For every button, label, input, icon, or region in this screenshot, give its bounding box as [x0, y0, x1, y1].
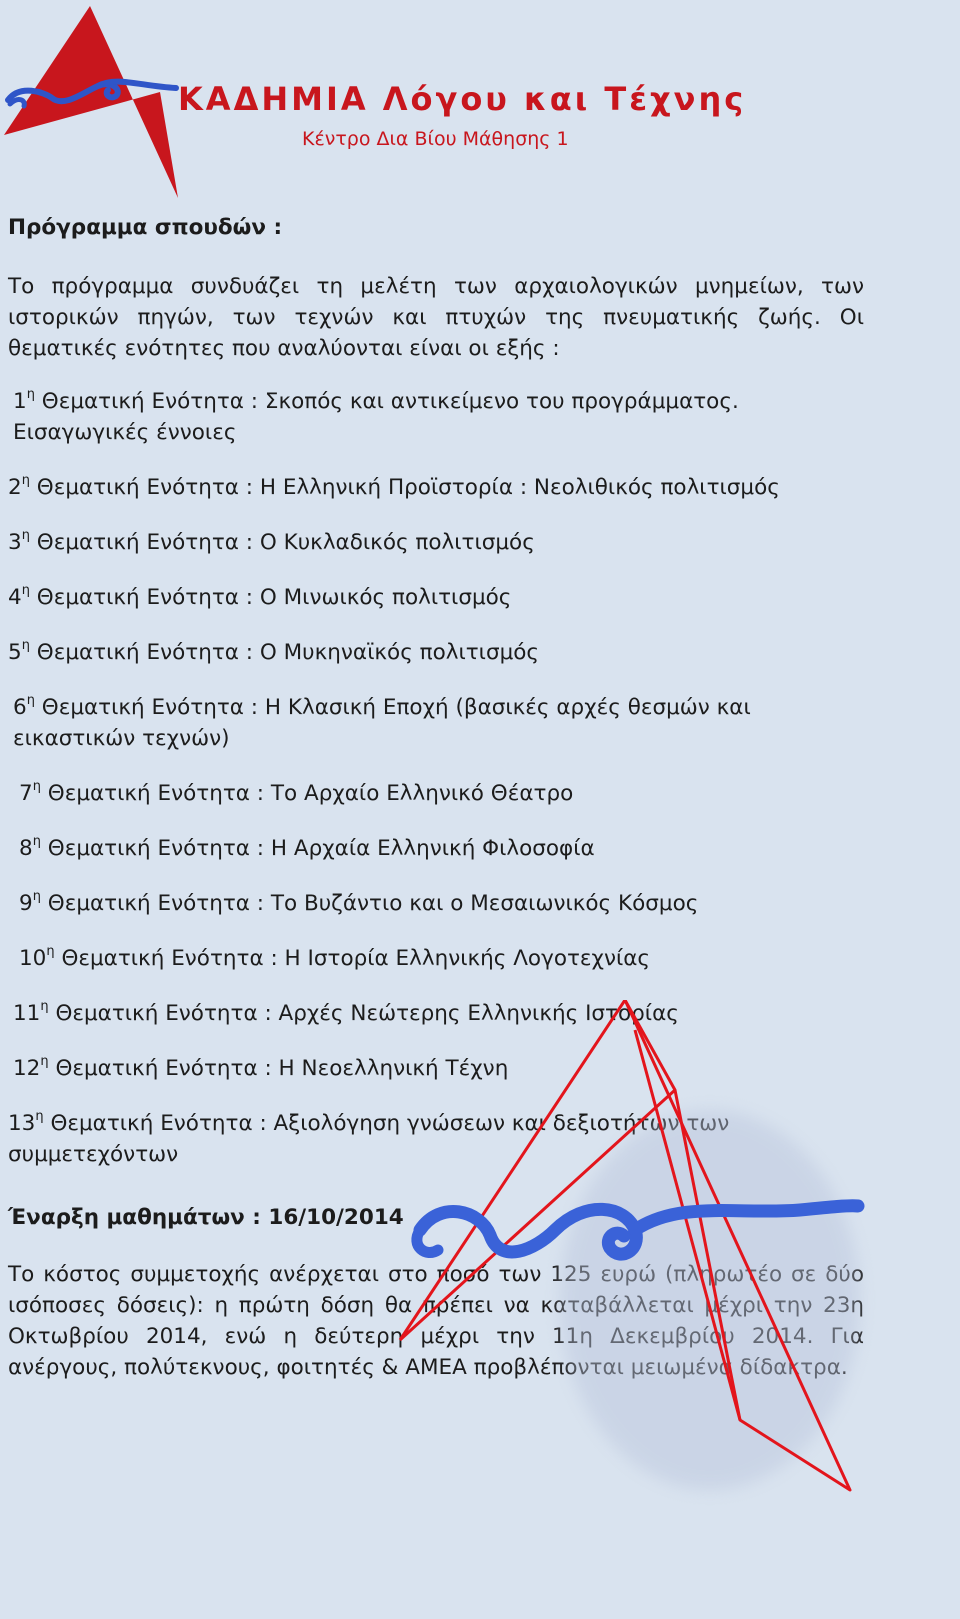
unit-item: $2^\eta$ Θεματική Ενότητα : Η Ελληνική Προϊστορία : Νεολιθικός πολιτισμός — [8, 473, 780, 500]
unit-item: $13^\eta$ Θεματική Ενότητα : Αξιολόγηση γνώσεων και δεξιοτήτων των συμμετεχόντων — [8, 1109, 730, 1167]
brand-title: ΚΑΔΗΜΙΑ Λόγου και Τέχνης — [178, 80, 747, 118]
unit-item: $7^\eta$ Θεματική Ενότητα : Το Αρχαίο Ελληνικό Θέατρο — [19, 779, 574, 806]
unit-item: $1^\eta$ Θεματική Ενότητα : Σκοπός και αντικείμενο του προγράμματος. Εισαγωγικές έννοιες — [13, 387, 739, 445]
unit-item: $11^\eta$ Θεματική Ενότητα : Αρχές Νεώτερης Ελληνικής Ιστορίας — [13, 999, 679, 1026]
unit-item: $4^\eta$ Θεματική Ενότητα : Ο Μινωικός πολιτισμός — [8, 583, 512, 610]
unit-item: $5^\eta$ Θεματική Ενότητα : Ο Μυκηναϊκός πολιτισμός — [8, 638, 540, 665]
program-content — [8, 212, 864, 1405]
start-date-heading: Έναρξη μαθημάτων : 16/10/2014 — [8, 1205, 404, 1230]
academy-logo-icon — [0, 0, 200, 210]
unit-item: $9^\eta$ Θεματική Ενότητα : Το Βυζάντιο και ο Μεσαιωνικός Κόσμος — [19, 889, 699, 916]
unit-item: $10^\eta$ Θεματική Ενότητα : Η Ιστορία Ελληνικής Λογοτεχνίας — [19, 944, 651, 971]
program-intro: Το πρόγραμμα συνδυάζει τη μελέτη των αρχαιολογικών μνημείων, των ιστορικών πηγών, των τεχνών και πτυχών της πνευματικής ζωής. Οι θεματικές ενότητες που αναλύονται είναι οι εξής : — [8, 274, 864, 361]
unit-item: $12^\eta$ Θεματική Ενότητα : Η Νεοελληνική Τέχνη — [13, 1054, 509, 1081]
program-heading: Πρόγραμμα σπουδών : — [8, 215, 283, 240]
unit-item: $6^\eta$ Θεματική Ενότητα : Η Κλασική Εποχή (βασικές αρχές θεσμών και εικαστικών τεχνών) — [13, 693, 751, 751]
unit-item: $8^\eta$ Θεματική Ενότητα : Η Αρχαία Ελληνική Φιλοσοφία — [19, 834, 595, 861]
unit-item: $3^\eta$ Θεματική Ενότητα : Ο Κυκλαδικός πολιτισμός — [8, 528, 535, 555]
cost-paragraph: Το κόστος συμμετοχής ανέρχεται στο ποσό των 125 ευρώ (πληρωτέο σε δύο ισόποσες δόσεις): η πρώτη δόση θα πρέπει να καταβάλλεται μέχρι την 23η Οκτωβρίου 2014, ενώ η δεύτερη μέχρι την 11η Δεκεμβρίου 2014. Για ανέργους, πολύτεκνους, φοιτητές & ΑΜΕΑ προβλέπονται μειωμένα δίδακτρα. — [8, 1262, 864, 1380]
brand-subtitle: Κέντρο Δια Βίου Μάθησης 1 — [302, 128, 569, 150]
